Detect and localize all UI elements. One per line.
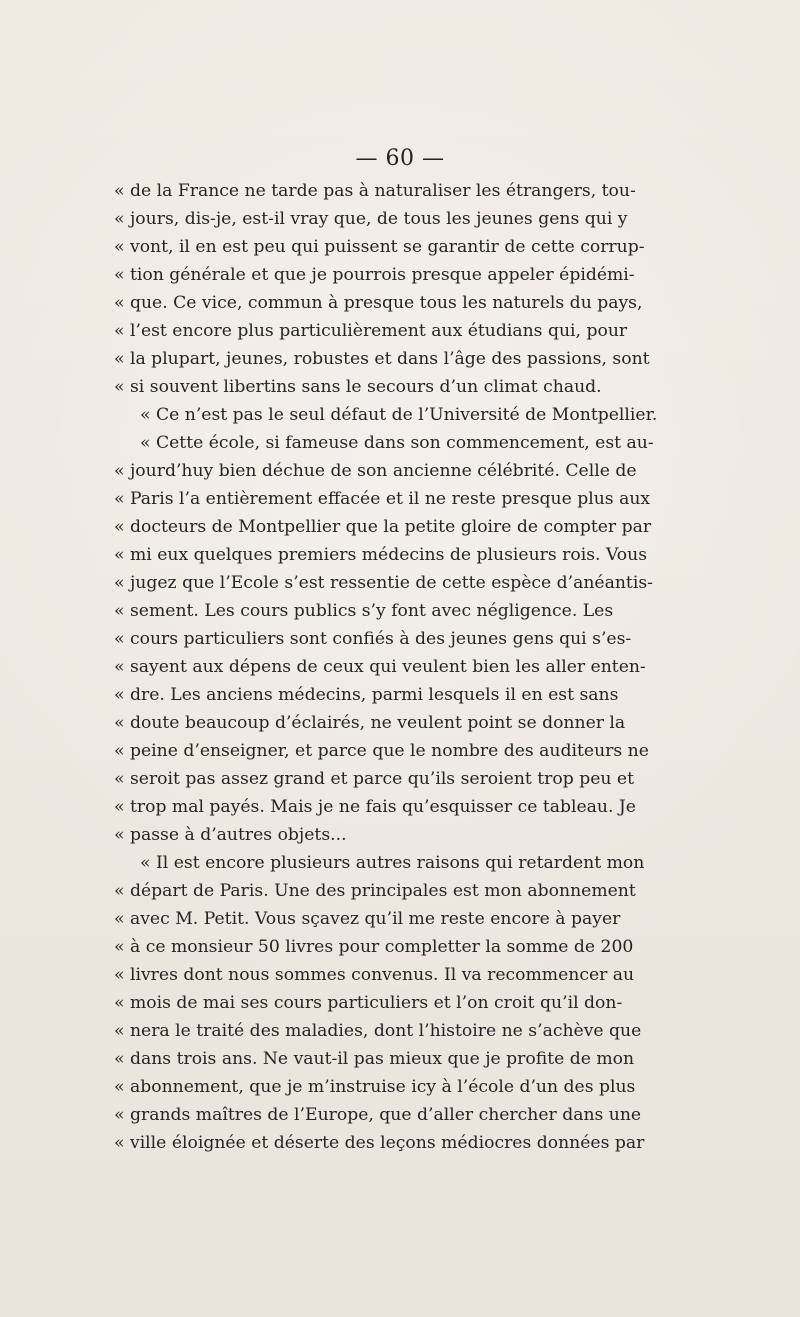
body-line: « grands maîtres de l’Europe, que d’aller chercher dans une (114, 1105, 642, 1125)
body-line: « jours, dis-je, est-il vray que, de tous les jeunes gens qui y (114, 209, 628, 229)
body-line: « tion générale et que je pourrois presque appeler épidémi- (114, 265, 635, 285)
body-line: « docteurs de Montpellier que la petite gloire de compter par (114, 517, 652, 537)
body-line: « Il est encore plusieurs autres raisons qui retardent mon (140, 853, 645, 873)
body-line: « ville éloignée et déserte des leçons médiocres données par (114, 1133, 645, 1153)
body-line: « si souvent libertins sans le secours d’un climat chaud. (114, 377, 602, 397)
body-line: « de la France ne tarde pas à naturaliser les étrangers, tou- (114, 181, 636, 201)
body-line: « départ de Paris. Une des principales est mon abonnement (114, 881, 636, 901)
body-line: « sement. Les cours publics s’y font avec négligence. Les (114, 601, 614, 621)
body-line: « sayent aux dépens de ceux qui veulent bien les aller enten- (114, 657, 646, 677)
body-line: « la plupart, jeunes, robustes et dans l’âge des passions, sont (114, 349, 650, 369)
page-number: — 60 — (355, 146, 445, 171)
body-line: « vont, il en est peu qui puissent se garantir de cette corrup- (114, 237, 645, 257)
body-line: « peine d’enseigner, et parce que le nombre des auditeurs ne (114, 741, 649, 761)
body-line: « trop mal payés. Mais je ne fais qu’esquisser ce tableau. Je (114, 797, 636, 817)
body-line: « jugez que l’Ecole s’est ressentie de cette espèce d’anéantis- (114, 573, 653, 593)
body-line: « passe à d’autres objets... (114, 825, 347, 845)
body-line: « mois de mai ses cours particuliers et l’on croit qu’il don- (114, 993, 623, 1013)
body-line: « livres dont nous sommes convenus. Il va recommencer au (114, 965, 635, 985)
body-line: « abonnement, que je m’instruise icy à l’école d’un des plus (114, 1077, 636, 1097)
body-line: « jourd’huy bien déchue de son ancienne célébrité. Celle de (114, 461, 637, 481)
body-line: « Ce n’est pas le seul défaut de l’Université de Montpellier. (140, 405, 658, 425)
body-line: « à ce monsieur 50 livres pour completter la somme de 200 (114, 937, 634, 957)
body-line: « mi eux quelques premiers médecins de plusieurs rois. Vous (114, 545, 648, 565)
body-line: « l’est encore plus particulièrement aux étudians qui, pour (114, 321, 628, 341)
body-line: « cours particuliers sont confiés à des jeunes gens qui s’es- (114, 629, 632, 649)
body-line: « nera le traité des maladies, dont l’histoire ne s’achève que (114, 1021, 642, 1041)
body-line: « avec M. Petit. Vous sçavez qu’il me reste encore à payer (114, 909, 621, 929)
body-line: « doute beaucoup d’éclairés, ne veulent point se donner la (114, 713, 626, 733)
body-line: « Cette école, si fameuse dans son commencement, est au- (140, 433, 654, 453)
body-line: « que. Ce vice, commun à presque tous les naturels du pays, (114, 293, 643, 313)
body-line: « dans trois ans. Ne vaut-il pas mieux que je profite de mon (114, 1049, 635, 1069)
body-line: « seroit pas assez grand et parce qu’ils seroient trop peu et (114, 769, 634, 789)
body-line: « dre. Les anciens médecins, parmi lesquels il en est sans (114, 685, 619, 705)
body-line: « Paris l’a entièrement effacée et il ne reste presque plus aux (114, 489, 651, 509)
